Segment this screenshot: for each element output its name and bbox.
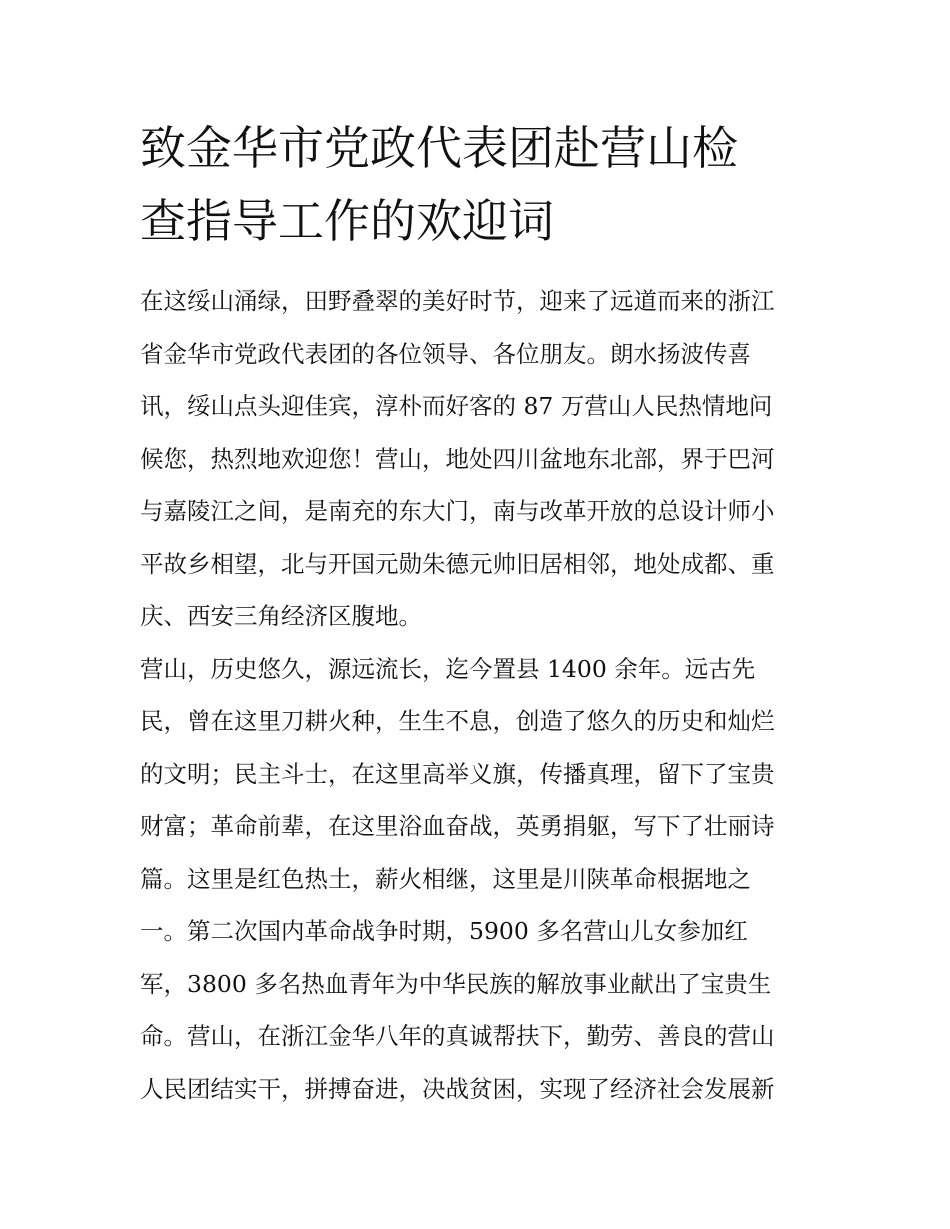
body-line: 一。第二次国内革命战争时期，5900 多名营山儿女参加红 [140,917,748,945]
body-line: 财富；革命前辈，在这里浴血奋战，英勇捐躯，写下了壮丽诗 [140,812,775,840]
body-line: 与嘉陵江之间，是南充的东大门，南与改革开放的总设计师小 [140,497,775,525]
body-line: 篇。这里是红色热土，薪火相继，这里是川陕革命根据地之 [140,864,751,893]
body-line: 命。营山，在浙江金华八年的真诚帮扶下，勤劳、善良的营山 [140,1022,775,1050]
body-line: 军，3800 多名热血青年为中华民族的解放事业献出了宝贵生 [140,969,772,998]
document-body [140,275,830,1115]
body-line: 民，曾在这里刀耕火种，生生不息，创造了悠久的历史和灿烂 [140,707,775,735]
body-line: 的文明；民主斗士，在这里高举义旗，传播真理，留下了宝贵 [140,759,775,788]
body-line: 庆、西安三角经济区腹地。 [140,602,422,630]
body-line: 讯，绥山点头迎佳宾，淳朴而好客的 87 万营山人民热情地问 [140,392,773,420]
title-line: 查指导工作的欢迎词 [140,194,554,248]
title-line: 致金华市党政代表团赴营山检 [140,121,738,175]
body-line: 平故乡相望，北与开国元勋朱德元帅旧居相邻，地处成都、重 [140,549,775,578]
body-line: 省金华市党政代表团的各位领导、各位朋友。朗水扬波传喜 [140,339,751,368]
body-line: 营山，历史悠久，源远流长，迄今置县 1400 余年。远古先 [140,654,756,683]
body-line: 人民团结实干，拼搏奋进，决战贫困，实现了经济社会发展新 [140,1074,775,1103]
body-line: 在这绥山涌绿，田野叠翠的美好时节，迎来了远道而来的浙江 [140,287,775,315]
body-line: 候您，热烈地欢迎您！营山，地处四川盆地东北部，界于巴河 [140,444,775,473]
document-title [140,112,820,258]
